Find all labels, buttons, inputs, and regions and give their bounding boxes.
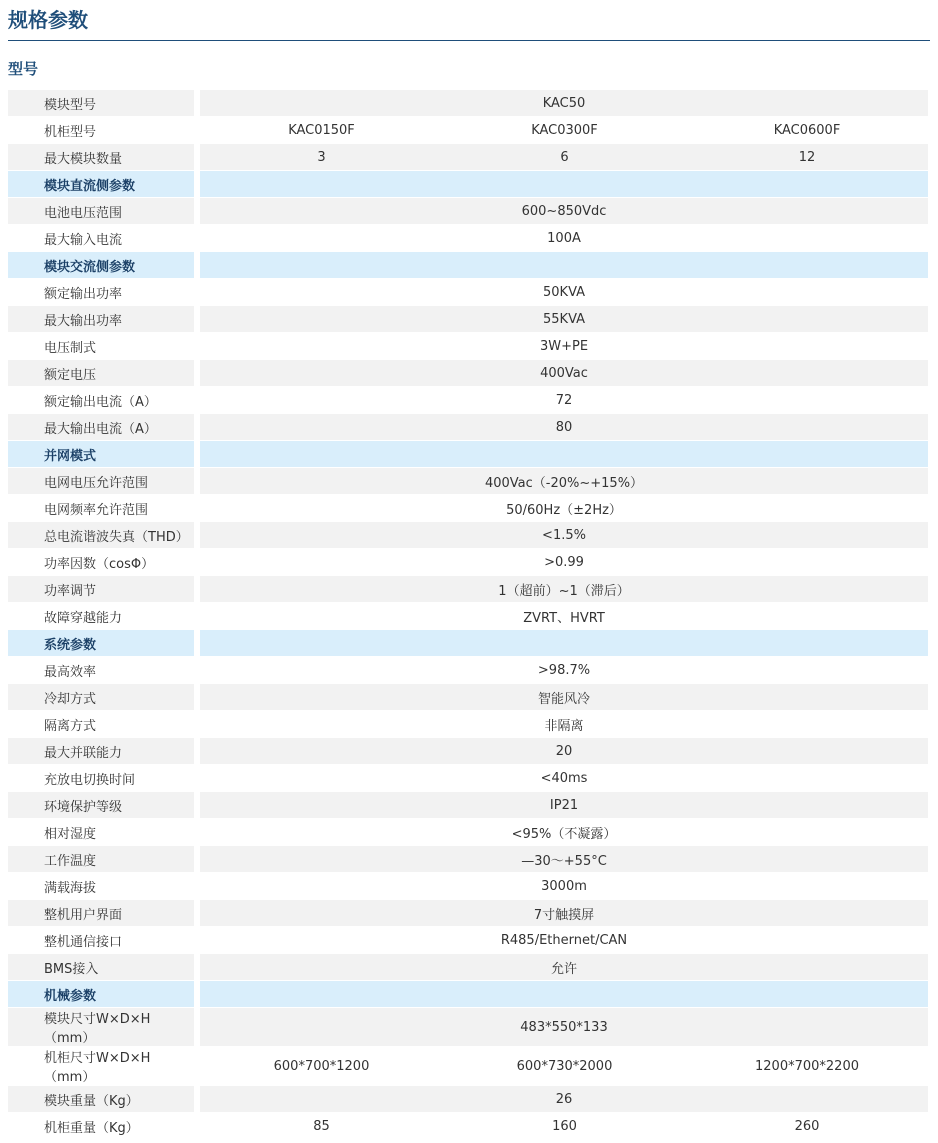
spec-row — [8, 1008, 928, 1046]
spec-value: KAC50 — [200, 90, 928, 116]
spec-label: 最大输出电流（A） — [8, 414, 194, 440]
spec-value: IP21 — [200, 792, 928, 818]
group-header-row — [8, 171, 928, 197]
spec-row — [8, 846, 928, 872]
spec-row — [8, 900, 928, 926]
group-header-label: 模块直流侧参数 — [8, 171, 194, 197]
spec-value: 20 — [200, 738, 928, 764]
spec-label: 隔离方式 — [8, 711, 194, 737]
group-header-row — [8, 630, 928, 656]
spec-label: 工作温度 — [8, 846, 194, 872]
spec-value: 3000m — [200, 873, 928, 899]
spec-value: ZVRT、HVRT — [200, 603, 928, 629]
spec-value: 72 — [200, 387, 928, 413]
spec-row — [8, 495, 928, 521]
spec-value: 智能风冷 — [200, 684, 928, 710]
group-header-label: 并网模式 — [8, 441, 194, 467]
spec-label: 最高效率 — [8, 657, 194, 683]
spec-row — [8, 1086, 928, 1112]
spec-value: KAC0150F — [200, 117, 443, 143]
spec-table-body — [8, 90, 928, 1139]
spec-value: 3W+PE — [200, 333, 928, 359]
spec-label: 环境保护等级 — [8, 792, 194, 818]
spec-label: 额定电压 — [8, 360, 194, 386]
spec-value: 600*700*1200 — [200, 1047, 443, 1085]
spec-value: 6 — [443, 144, 686, 170]
spec-value: 600*730*2000 — [443, 1047, 686, 1085]
spec-value: 非隔离 — [200, 711, 928, 737]
spec-label: 最大模块数量 — [8, 144, 194, 170]
group-header-fill — [200, 630, 928, 656]
spec-value: 400Vac — [200, 360, 928, 386]
spec-label: 相对湿度 — [8, 819, 194, 845]
spec-row — [8, 279, 928, 305]
spec-value: 50/60Hz（±2Hz） — [200, 495, 928, 521]
spec-row — [8, 360, 928, 386]
spec-label: 充放电切换时间 — [8, 765, 194, 791]
spec-label: 模块型号 — [8, 90, 194, 116]
spec-row — [8, 765, 928, 791]
spec-value: 600~850Vdc — [200, 198, 928, 224]
spec-row — [8, 333, 928, 359]
spec-value: 160 — [443, 1113, 686, 1139]
spec-label: 模块重量（Kg） — [8, 1086, 194, 1112]
spec-label: 整机通信接口 — [8, 927, 194, 953]
spec-label: 电池电压范围 — [8, 198, 194, 224]
spec-row — [8, 198, 928, 224]
spec-value: 100A — [200, 225, 928, 251]
spec-row — [8, 387, 928, 413]
spec-row — [8, 90, 928, 116]
spec-row — [8, 522, 928, 548]
spec-label: 电网电压允许范围 — [8, 468, 194, 494]
spec-value: 26 — [200, 1086, 928, 1112]
group-header-row — [8, 252, 928, 278]
group-header-row — [8, 441, 928, 467]
spec-label: 电网频率允许范围 — [8, 495, 194, 521]
title-divider — [8, 40, 930, 41]
group-header-fill — [200, 252, 928, 278]
spec-label: 满载海拔 — [8, 873, 194, 899]
group-header-fill — [200, 171, 928, 197]
spec-row — [8, 414, 928, 440]
spec-value: 12 — [686, 144, 928, 170]
spec-label: 功率调节 — [8, 576, 194, 602]
page-title: 规格参数 — [8, 8, 88, 32]
spec-row — [8, 576, 928, 602]
spec-row — [8, 468, 928, 494]
spec-value: 483*550*133 — [200, 1008, 928, 1046]
spec-row — [8, 738, 928, 764]
spec-label: 最大输出功率 — [8, 306, 194, 332]
spec-label: 额定输出功率 — [8, 279, 194, 305]
spec-value: 55KVA — [200, 306, 928, 332]
spec-label: 机柜重量（Kg） — [8, 1113, 194, 1139]
spec-label: 功率因数（cosΦ） — [8, 549, 194, 575]
spec-value: <95%（不凝露） — [200, 819, 928, 845]
group-header-row — [8, 981, 928, 1007]
section-title: 型号 — [8, 60, 39, 78]
spec-label: 机柜型号 — [8, 117, 194, 143]
spec-row — [8, 1047, 928, 1085]
spec-value: 80 — [200, 414, 928, 440]
spec-value: R485/Ethernet/CAN — [200, 927, 928, 953]
spec-label: 电压制式 — [8, 333, 194, 359]
spec-row — [8, 1113, 928, 1139]
spec-label: 冷却方式 — [8, 684, 194, 710]
spec-row — [8, 711, 928, 737]
group-header-fill — [200, 981, 928, 1007]
spec-value: <40ms — [200, 765, 928, 791]
spec-value: >0.99 — [200, 549, 928, 575]
spec-label: 总电流谐波失真（THD） — [8, 522, 194, 548]
spec-row — [8, 819, 928, 845]
spec-row — [8, 873, 928, 899]
spec-label: 最大输入电流 — [8, 225, 194, 251]
group-header-fill — [200, 441, 928, 467]
spec-row — [8, 306, 928, 332]
spec-value: 允许 — [200, 954, 928, 980]
spec-row — [8, 792, 928, 818]
spec-value: 3 — [200, 144, 443, 170]
spec-label: 额定输出电流（A） — [8, 387, 194, 413]
spec-row — [8, 954, 928, 980]
group-header-label: 机械参数 — [8, 981, 194, 1007]
spec-value: KAC0300F — [443, 117, 686, 143]
spec-label: 模块尺寸W×D×H（mm） — [8, 1008, 194, 1046]
spec-value: 50KVA — [200, 279, 928, 305]
spec-label: BMS接入 — [8, 954, 194, 980]
spec-row — [8, 225, 928, 251]
spec-label: 机柜尺寸W×D×H（mm） — [8, 1047, 194, 1085]
spec-row — [8, 549, 928, 575]
spec-value: 85 — [200, 1113, 443, 1139]
spec-value: 260 — [686, 1113, 928, 1139]
spec-row — [8, 117, 928, 143]
spec-value: 1（超前）~1（滞后） — [200, 576, 928, 602]
spec-row — [8, 927, 928, 953]
group-header-label: 模块交流侧参数 — [8, 252, 194, 278]
spec-value: 400Vac（-20%~+15%） — [200, 468, 928, 494]
spec-row — [8, 144, 928, 170]
spec-label: 故障穿越能力 — [8, 603, 194, 629]
spec-value: 1200*700*2200 — [686, 1047, 928, 1085]
spec-label: 整机用户界面 — [8, 900, 194, 926]
spec-row — [8, 603, 928, 629]
spec-value: >98.7% — [200, 657, 928, 683]
spec-row — [8, 684, 928, 710]
spec-row — [8, 657, 928, 683]
spec-value: <1.5% — [200, 522, 928, 548]
spec-label: 最大并联能力 — [8, 738, 194, 764]
spec-table — [8, 89, 928, 1140]
spec-value: —30～+55°C — [200, 846, 928, 872]
group-header-label: 系统参数 — [8, 630, 194, 656]
spec-value: KAC0600F — [686, 117, 928, 143]
spec-value: 7寸触摸屏 — [200, 900, 928, 926]
